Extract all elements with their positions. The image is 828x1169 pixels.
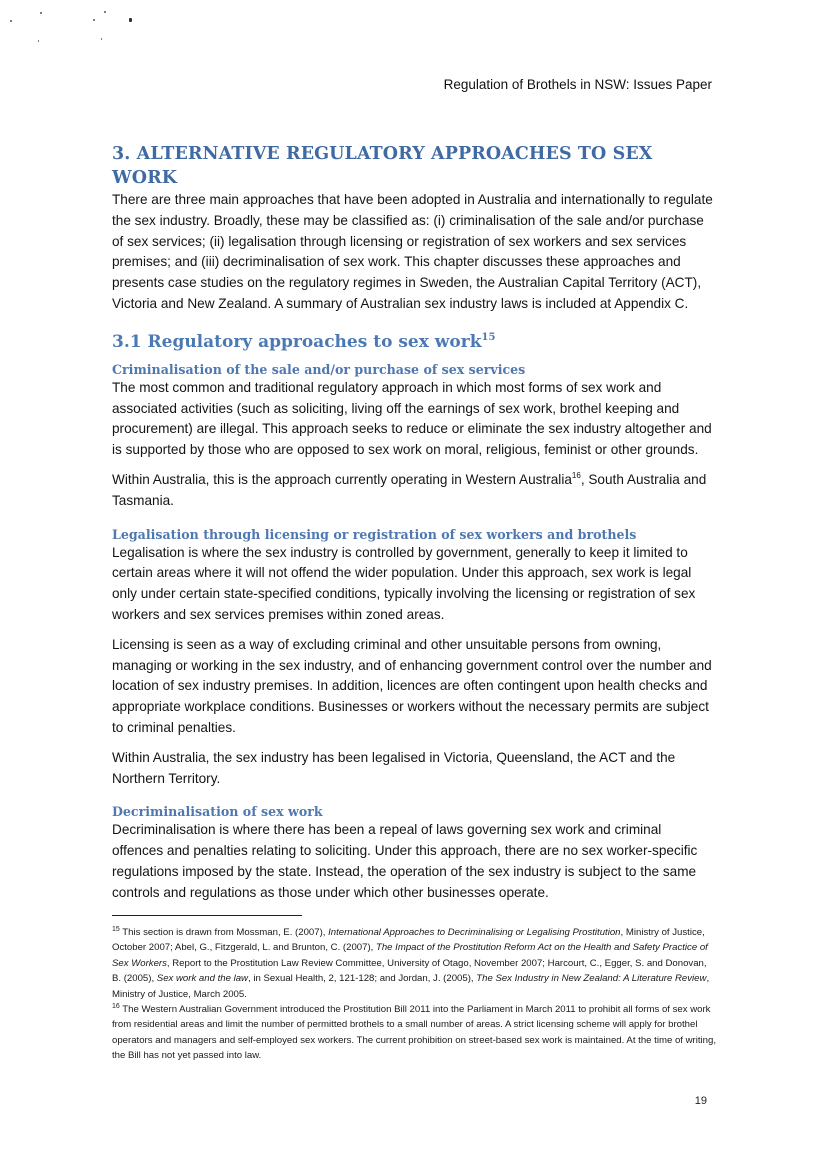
- decriminalisation-heading: Decriminalisation of sex work: [112, 804, 323, 820]
- scan-speck: [38, 40, 39, 42]
- legalisation-heading: Legalisation through licensing or registration of sex workers and brothels: [112, 526, 637, 542]
- legalisation-paragraph-3: Within Australia, the sex industry has been legalised in Victoria, Queensland, the ACT and the Northern Territory.: [112, 749, 676, 786]
- scan-speck: [93, 19, 95, 21]
- decriminalisation-paragraph-1: Decriminalisation is where there has been a repeal of laws governing sex work and criminal offences and penalties relating to soliciting. Under this approach, there are no sex worker-specific regulations imposed by the state. Instead, the operation of the sex industry is subject to the same controls and regulations as those under which other businesses operate.: [112, 822, 698, 900]
- footnote-ref-16[interactable]: 16: [571, 470, 581, 480]
- footnote-title: International Approaches to Decriminalising or Legalising Prostitution: [328, 927, 621, 938]
- section-heading-text: 3.1 Regulatory approaches to sex work: [112, 331, 482, 352]
- scan-speck: [104, 11, 106, 13]
- main-content: [112, 142, 714, 904]
- page-number: 19: [694, 1095, 707, 1107]
- footnote-text: , Ministry of Justice, March 2005.: [112, 973, 710, 1000]
- scan-speck: [40, 12, 42, 14]
- footnote-15: [112, 925, 716, 1002]
- footnotes: [112, 925, 716, 1064]
- criminalisation-paragraph-2: [112, 470, 714, 512]
- footnote-text: The Western Australian Government introduced the Prostitution Bill 2011 into the Parliament in March 2011 to prohibit all forms of sex work from residential areas and limit the number of permitted brothels to a small number of areas. A strict licensing scheme will apply for brothel operators and managers and self-employed sex workers. The current prohibition on street-based sex work is maintained. At the time of writing, the Bill has not yet passed into law.: [112, 1004, 716, 1062]
- footnote-title: Sex work and the law: [156, 973, 248, 985]
- footnote-ref-15[interactable]: 15: [481, 331, 496, 343]
- legalisation-paragraph-1: Legalisation is where the sex industry is controlled by government, generally to keep it limited to certain areas where it will not offend the wider population. Under this approach, sex work is legal only under certain state-specified conditions, typically involving the licensing or registration of sex workers and sex services premises within zoned areas.: [112, 544, 696, 622]
- criminalisation-heading: Criminalisation of the sale and/or purchase of sex services: [112, 361, 526, 377]
- legalisation-paragraph-2: Licensing is seen as a way of excluding criminal and other unsuitable persons from owning, managing or working in the sex industry, and of enhancing government control over the number and location of sex industry premises. In addition, licences are often contingent upon health checks and appropriate workplace conditions. Businesses or workers without the necessary permits are subject to criminal penalties.: [112, 636, 712, 735]
- footnote-text: , in Sexual Health, 2, 121-128; and Jordan, J. (2005),: [247, 973, 477, 985]
- scan-speck: [101, 38, 102, 40]
- scan-speck: [129, 18, 132, 22]
- footnote-title: The Sex Industry in New Zealand: A Literature Review: [476, 973, 707, 985]
- criminalisation-p2-text-b: , South Australia and Tasmania.: [112, 471, 707, 508]
- footnote-text: , Report to the Prostitution Law Review Committee, University of Otago, November 2007; Harcourt, C., Egger, S. and Donovan, B. (2005),: [112, 957, 707, 985]
- footnote-number: 15: [112, 926, 120, 933]
- section-heading: [112, 326, 714, 354]
- footnote-16: [112, 1002, 716, 1064]
- footnote-number: 16: [112, 1003, 120, 1011]
- chapter-heading: 3. ALTERNATIVE REGULATORY APPROACHES TO SEX WORK: [112, 144, 653, 188]
- chapter-intro-paragraph: There are three main approaches that have been adopted in Australia and internationally to regulate the sex industry. Broadly, these may be classified as: (i) criminalisation of the sale and/or purchase of sex services; (ii) legalisation through licensing or registration of sex workers and sex services premises; and (iii) decriminalisation of sex work. This chapter discusses these approaches and presents case studies on the regulatory regimes in Sweden, the Australian Capital Territory (ACT), Victoria and New Zealand. A summary of Australian sex industry laws is included at Appendix C.: [112, 192, 713, 311]
- scan-speck: [10, 20, 12, 22]
- running-header: Regulation of Brothels in NSW: Issues Paper: [443, 77, 712, 92]
- footnote-title: The Impact of the Prostitution Reform Act on the Health and Safety Practice of Sex Workers: [112, 942, 708, 969]
- criminalisation-p2-text-a: Within Australia, this is the approach currently operating in Western Australia: [112, 471, 572, 487]
- footnote-text: This section is drawn from Mossman, E. (2007),: [122, 927, 329, 938]
- criminalisation-paragraph-1: The most common and traditional regulatory approach in which most forms of sex work and associated activities (such as soliciting, living off the earnings of sex work, brothel keeping and procurement) are illegal. This approach seeks to reduce or eliminate the sex industry altogether and is supported by those who are opposed to sex work on moral, religious, feminist or other grounds.: [112, 379, 712, 458]
- footnote-separator: [112, 915, 302, 916]
- footnote-text: , Ministry of Justice, October 2007; Abel, G., Fitzgerald, L. and Brunton, C. (2007),: [112, 927, 705, 954]
